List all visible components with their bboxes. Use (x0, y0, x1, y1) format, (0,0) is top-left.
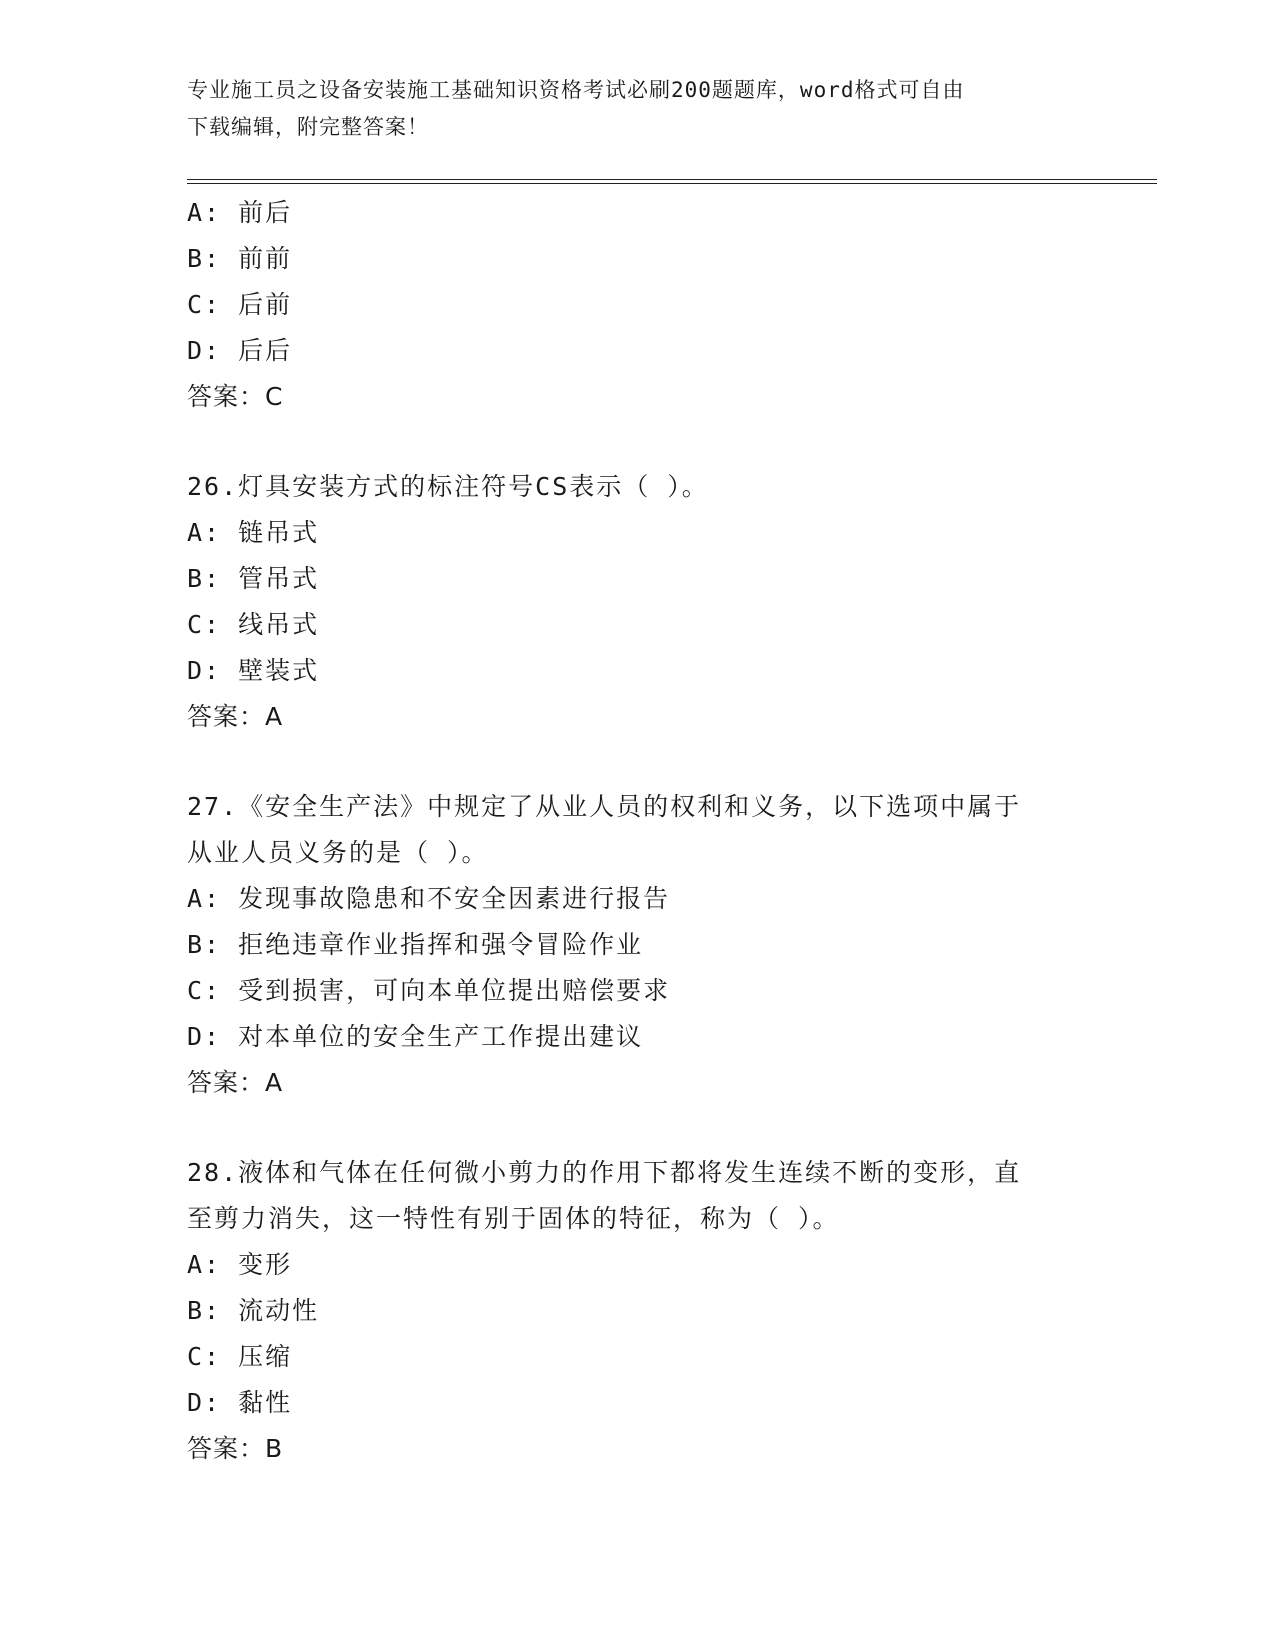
option-d: D: 黏性 (187, 1388, 293, 1417)
question-stem-line-1: 28.液体和气体在任何微小剪力的作用下都将发生连续不断的变形，直 (187, 1158, 1022, 1187)
question-27 (187, 784, 1087, 1106)
option-d: D: 对本单位的安全生产工作提出建议 (187, 1022, 644, 1051)
spacer (187, 1106, 1087, 1150)
question-list (187, 190, 1087, 1472)
answer: 答案：A (187, 702, 284, 731)
header-line-1: 专业施工员之设备安装施工基础知识资格考试必刷200题题库，word格式可自由 (187, 78, 965, 102)
option-c: C: 压缩 (187, 1342, 293, 1371)
question-stem: 26.灯具安装方式的标注符号CS表示（ ）。 (187, 472, 709, 501)
spacer (187, 740, 1087, 784)
question-26 (187, 464, 1087, 740)
option-c: C: 受到损害，可向本单位提出赔偿要求 (187, 976, 671, 1005)
answer: 答案：B (187, 1434, 284, 1463)
option-a: A: 变形 (187, 1250, 293, 1279)
header-line-2: 下载编辑，附完整答案！ (187, 115, 429, 139)
option-b: B: 管吊式 (187, 564, 320, 593)
header-rule (187, 179, 1157, 184)
spacer (187, 420, 1087, 464)
option-b: B: 流动性 (187, 1296, 320, 1325)
answer: 答案：A (187, 1068, 284, 1097)
question-28 (187, 1150, 1087, 1472)
option-b: B: 拒绝违章作业指挥和强令冒险作业 (187, 930, 644, 959)
option-d: D: 后后 (187, 336, 293, 365)
option-b: B: 前前 (187, 244, 293, 273)
question-stem-line-2: 至剪力消失，这一特性有别于固体的特征，称为（ ）。 (187, 1204, 840, 1233)
option-a: A: 发现事故隐患和不安全因素进行报告 (187, 884, 671, 913)
page-header (187, 72, 1077, 146)
question-stem-line-2: 从业人员义务的是（ ）。 (187, 838, 489, 867)
question-25 (187, 190, 1087, 420)
option-a: A: 前后 (187, 198, 293, 227)
option-c: C: 后前 (187, 290, 293, 319)
question-stem-line-1: 27.《安全生产法》中规定了从业人员的权利和义务，以下选项中属于 (187, 792, 1022, 821)
option-a: A: 链吊式 (187, 518, 320, 547)
option-d: D: 壁装式 (187, 656, 320, 685)
answer: 答案：C (187, 382, 284, 411)
option-c: C: 线吊式 (187, 610, 320, 639)
